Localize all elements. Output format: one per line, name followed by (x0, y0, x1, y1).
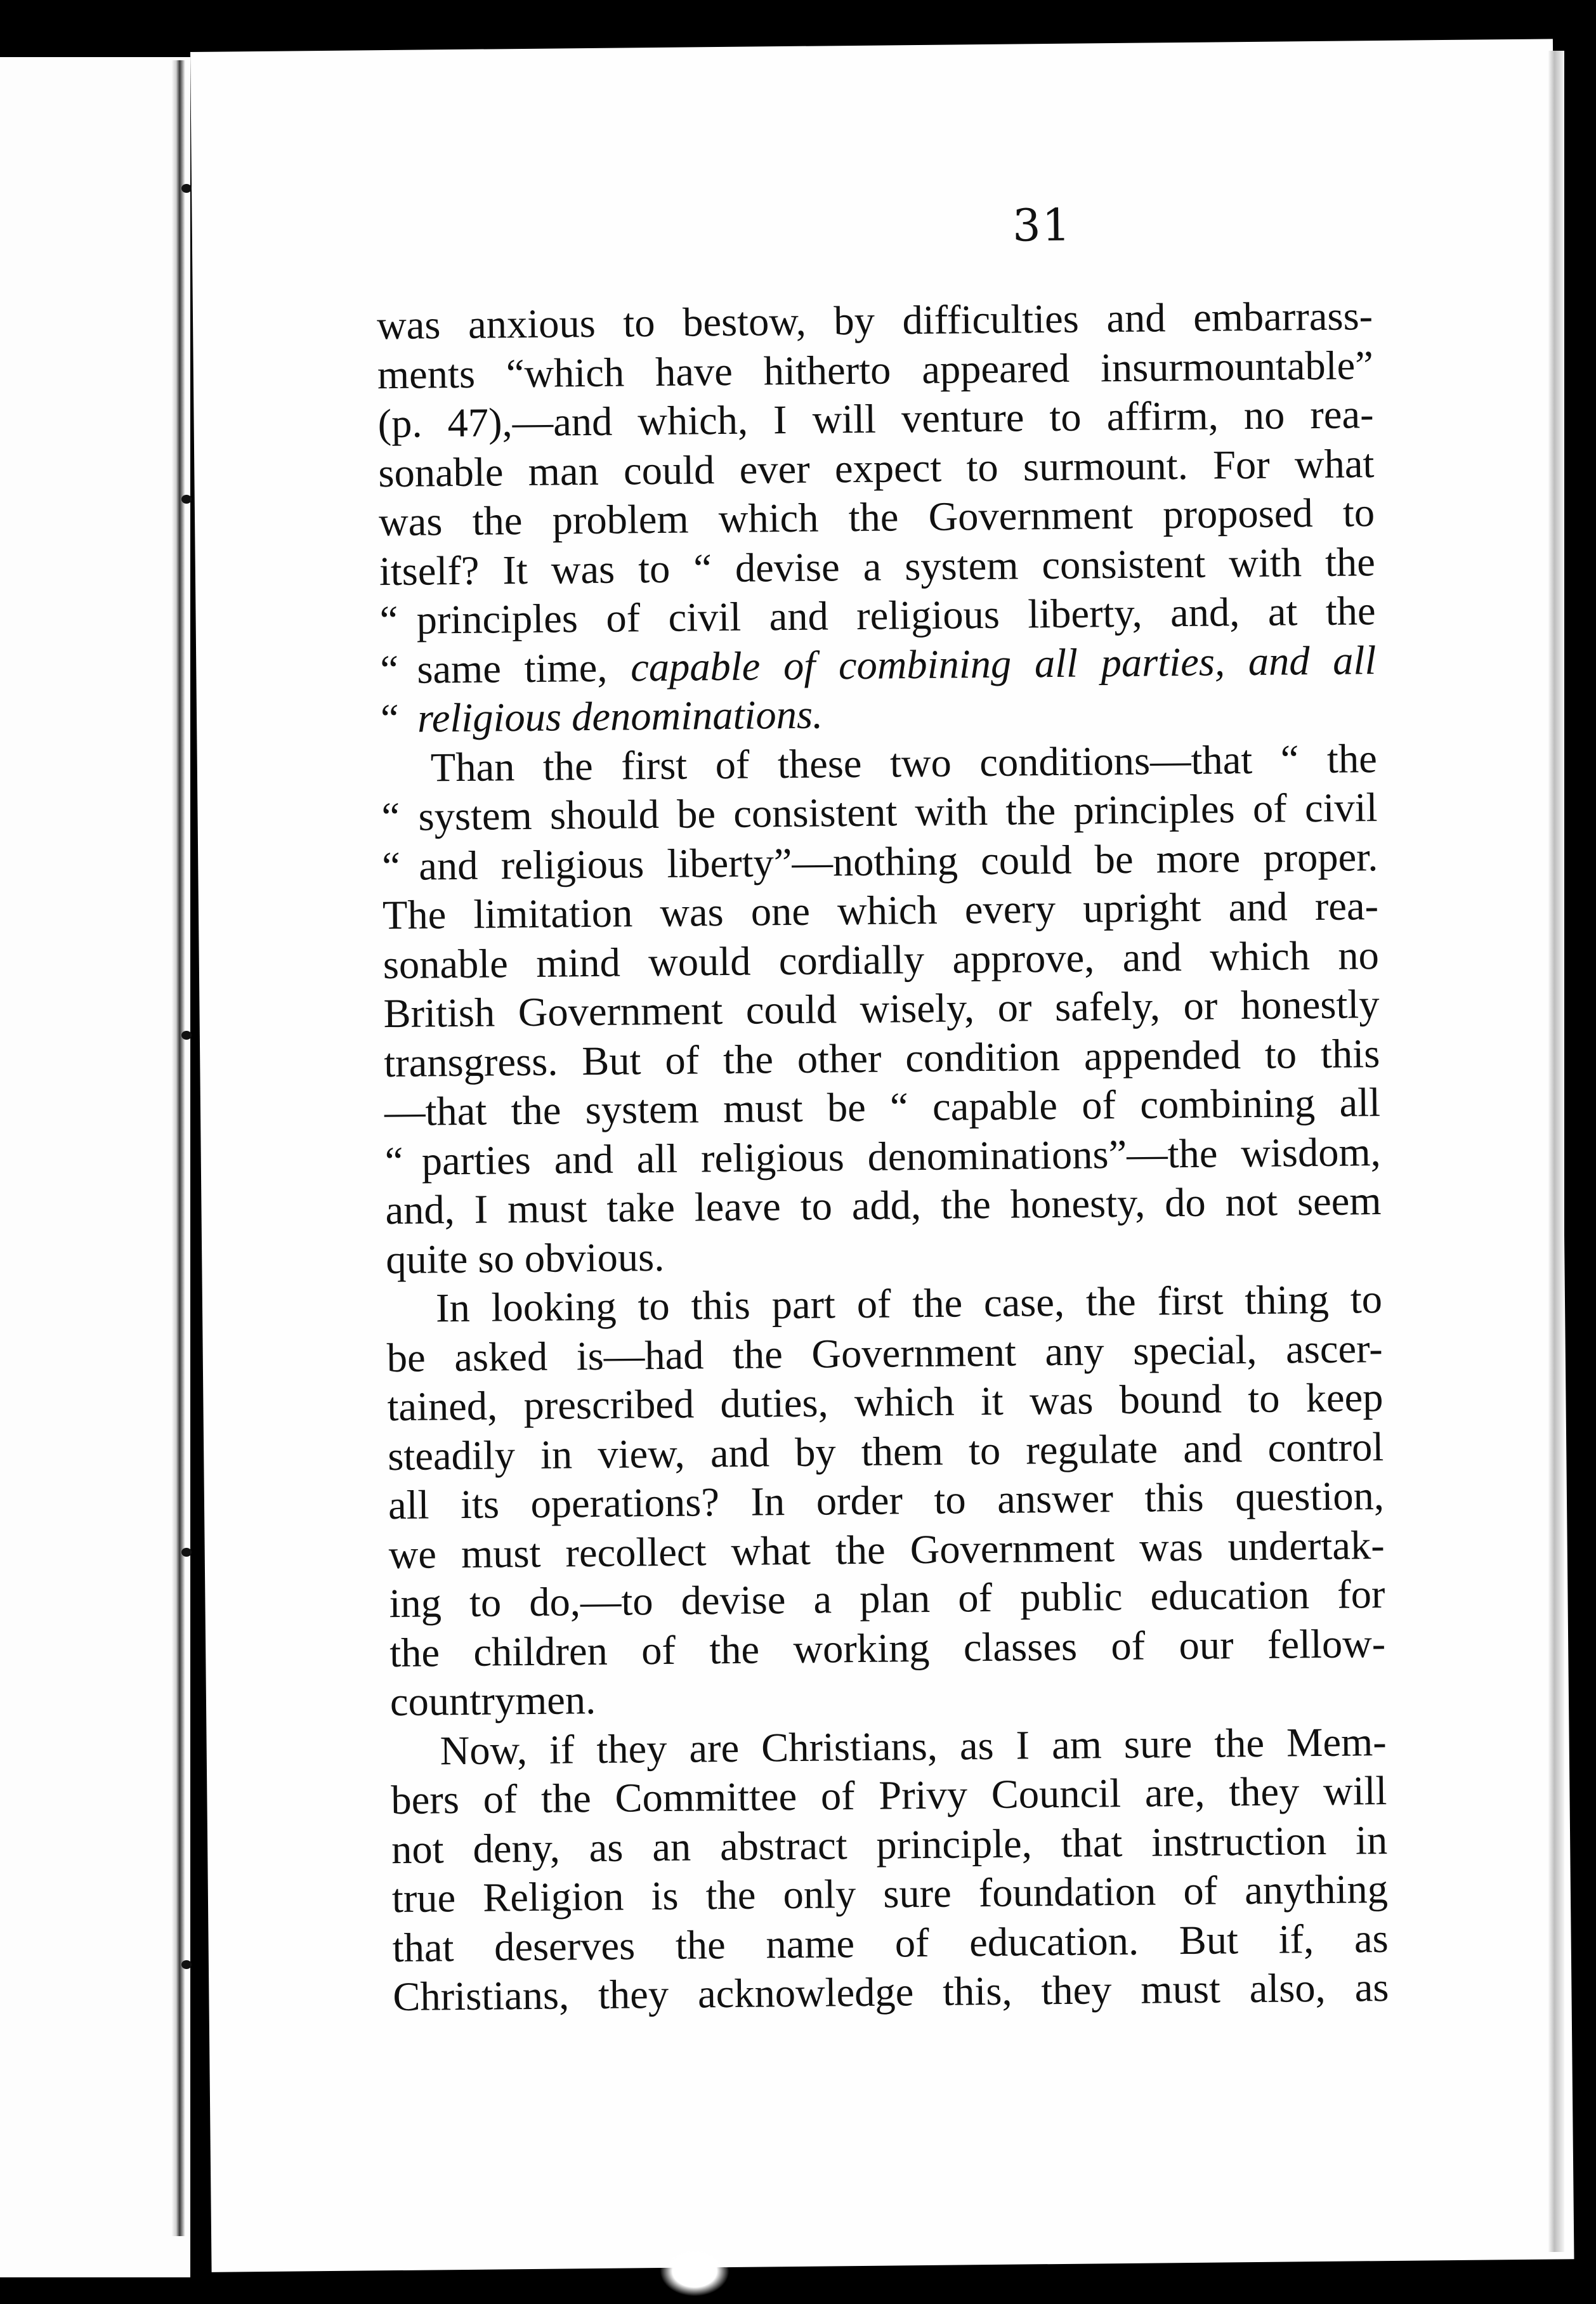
text-line: The limitation was one which every upright and rea- (382, 883, 1379, 938)
quote-mark: “ (379, 597, 398, 643)
binding-stitch-mark (181, 1548, 192, 1557)
text-line (379, 586, 1376, 645)
facing-page-edge (0, 57, 190, 2277)
text-line: (p. 47),—and which, I will venture to affirm, no rea- (377, 391, 1374, 447)
binding-stitch-mark (181, 184, 192, 193)
text-line: sonable mind would cordially approve, and which no (383, 932, 1380, 987)
text-line: be asked is—had the Government any special, ascer- (386, 1325, 1383, 1380)
text-line (381, 783, 1378, 842)
text-line: was anxious to bestow, by difficulties and embarrass- (376, 293, 1373, 348)
text-line: all its operations? In order to answer this question, (388, 1473, 1385, 1528)
text-line: transgress. But of the other condition appended to this (383, 1030, 1380, 1085)
text-line: ments “which have hitherto appeared insurmountable” (377, 342, 1374, 397)
text-line (382, 832, 1378, 891)
text-line: Than the first of these two conditions—that “ the (430, 735, 1378, 790)
text-line: steadily in view, and by them to regulate and control (387, 1424, 1384, 1479)
quote-mark: “ (384, 1138, 403, 1184)
text-line: true Religion is the only sure foundation of anything (391, 1866, 1389, 1921)
binding-stitch-mark (181, 1031, 192, 1040)
text-line: bers of the Committee of Privy Council are, they will (391, 1768, 1387, 1823)
text-line: ing to do,—to devise a plan of public education for (389, 1571, 1385, 1627)
page-body-text (377, 291, 1389, 2021)
text-line: itself? It was to “ devise a system consistent with the (379, 539, 1376, 594)
text-line-content: parties and all religious denominations”—the wisdom, (421, 1129, 1382, 1184)
quote-mark: “ (381, 794, 400, 840)
text-line-content: and religious liberty”—nothing could be more proper. (418, 834, 1378, 889)
text-line (380, 636, 1377, 695)
text-line: not deny, as an abstract principle, that instruction in (391, 1817, 1388, 1872)
text-line: and, I must take leave to add, the honesty, do not seem (385, 1178, 1382, 1233)
book-page (190, 39, 1574, 2272)
text-line-content: principles of civil and religious liberty, and, at the (416, 588, 1376, 643)
text-line: we must recollect what the Government was undertak- (388, 1522, 1385, 1577)
text-line (384, 1127, 1381, 1186)
text-line-content: same time, (417, 645, 608, 692)
italic-text: capable of combining all parties, and all (630, 637, 1377, 690)
text-line: sonable man could ever expect to surmount. For what (378, 440, 1375, 495)
text-line: quite so obvious. (385, 1234, 665, 1282)
page-right-edge (1548, 51, 1564, 2252)
text-line: the children of the working classes of our fellow- (389, 1620, 1386, 1675)
text-line: was the problem which the Government proposed to (378, 490, 1375, 545)
page-number: 31 (1012, 199, 1072, 252)
text-line: that deserves the name of education. But if, as (392, 1915, 1389, 1970)
binding-gutter (171, 60, 185, 2236)
quote-mark: “ (380, 695, 400, 742)
text-line: tained, prescribed duties, which it was bound to keep (387, 1375, 1383, 1430)
text-line (381, 684, 1377, 743)
quote-mark: “ (380, 646, 399, 692)
quote-mark: “ (381, 843, 401, 889)
text-line: In looking to this part of the case, the first thing to (435, 1276, 1383, 1331)
paper-tear-mark (660, 2246, 729, 2296)
binding-stitch-mark (181, 495, 192, 504)
text-line: countrymen. (389, 1677, 596, 1725)
text-line: —that the system must be “ capable of combining all (384, 1080, 1381, 1135)
text-line: Christians, they acknowledge this, they must also, as (393, 1965, 1389, 2020)
italic-text: religious denominations. (417, 691, 823, 741)
text-line: Now, if they are Christians, as I am sure the Mem- (440, 1718, 1387, 1773)
text-line-content: system should be consistent with the principles of civil (418, 785, 1378, 839)
binding-stitch-mark (181, 1960, 192, 1969)
text-line: British Government could wisely, or safely, or honestly (383, 981, 1380, 1037)
